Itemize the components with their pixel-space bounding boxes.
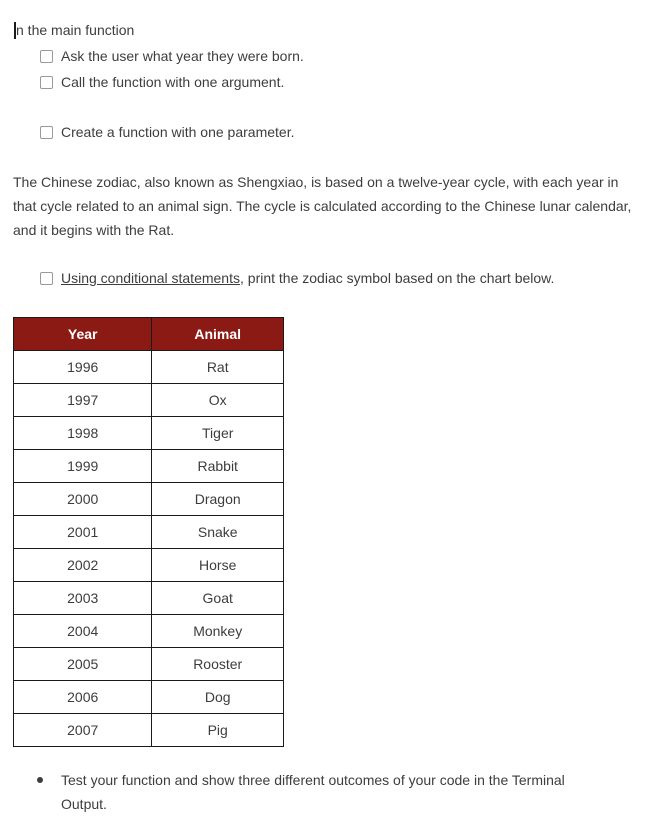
table-row [14,648,284,681]
checklist-item-create-function [40,123,294,141]
zodiac-table [13,317,284,747]
animal-cell: Dragon [152,483,284,516]
animal-cell: Monkey [152,615,284,648]
year-cell: 2004 [14,615,152,648]
animal-cell: Goat [152,582,284,615]
checklist-item-call-function [40,73,284,91]
animal-cell: Ox [152,384,284,417]
year-cell: 2007 [14,714,152,747]
checklist-item-conditional [40,269,554,287]
animal-cell: Snake [152,516,284,549]
table-row [14,483,284,516]
animal-cell: Rat [152,351,284,384]
table-row [14,516,284,549]
header-animal: Animal [152,318,284,351]
animal-cell: Rabbit [152,450,284,483]
animal-cell: Pig [152,714,284,747]
table-row [14,714,284,747]
intro-prefix: n [16,22,24,38]
checkbox[interactable] [40,126,53,139]
table-row [14,417,284,450]
checklist-label: Call the function with one argument. [61,74,285,90]
animal-cell: Dog [152,681,284,714]
year-cell: 2006 [14,681,152,714]
checklist-item-ask-year [40,47,304,65]
intro-line [14,21,134,39]
checkbox[interactable] [40,272,53,285]
year-cell: 2001 [14,516,152,549]
table-header-row [14,318,284,351]
header-year: Year [14,318,152,351]
intro-text: the main function [23,22,135,38]
bullet-item-test-function [37,768,597,816]
table-row [14,681,284,714]
year-cell: 1999 [14,450,152,483]
year-cell: 2002 [14,549,152,582]
year-cell: 2003 [14,582,152,615]
checkbox[interactable] [40,50,53,63]
checklist-label: Ask the user what year they were born. [61,48,304,64]
table-row [14,582,284,615]
checklist-label: Create a function with one parameter. [61,124,295,140]
checkbox[interactable] [40,76,53,89]
table-row [14,450,284,483]
year-cell: 2000 [14,483,152,516]
bullet-icon [37,777,43,783]
checklist-label [61,269,554,287]
table-row [14,384,284,417]
year-cell: 1998 [14,417,152,450]
zodiac-description: The Chinese zodiac, also known as Shengxiao, is based on a twelve-year cycle, with each year in that cycle related to an animal sign. The cycle is calculated according to the Chinese lunar calendar, and it begins with the Rat. [13,174,632,238]
conditional-statements-link[interactable]: Using conditional statements [61,270,240,286]
table-row [14,615,284,648]
animal-cell: Horse [152,549,284,582]
conditional-rest-text: , print the zodiac symbol based on the chart below. [240,270,555,286]
animal-cell: Tiger [152,417,284,450]
table-row [14,351,284,384]
year-cell: 1996 [14,351,152,384]
year-cell: 2005 [14,648,152,681]
animal-cell: Rooster [152,648,284,681]
bullet-text: Test your function and show three different outcomes of your code in the Terminal Output. [61,772,565,812]
table-row [14,549,284,582]
year-cell: 1997 [14,384,152,417]
